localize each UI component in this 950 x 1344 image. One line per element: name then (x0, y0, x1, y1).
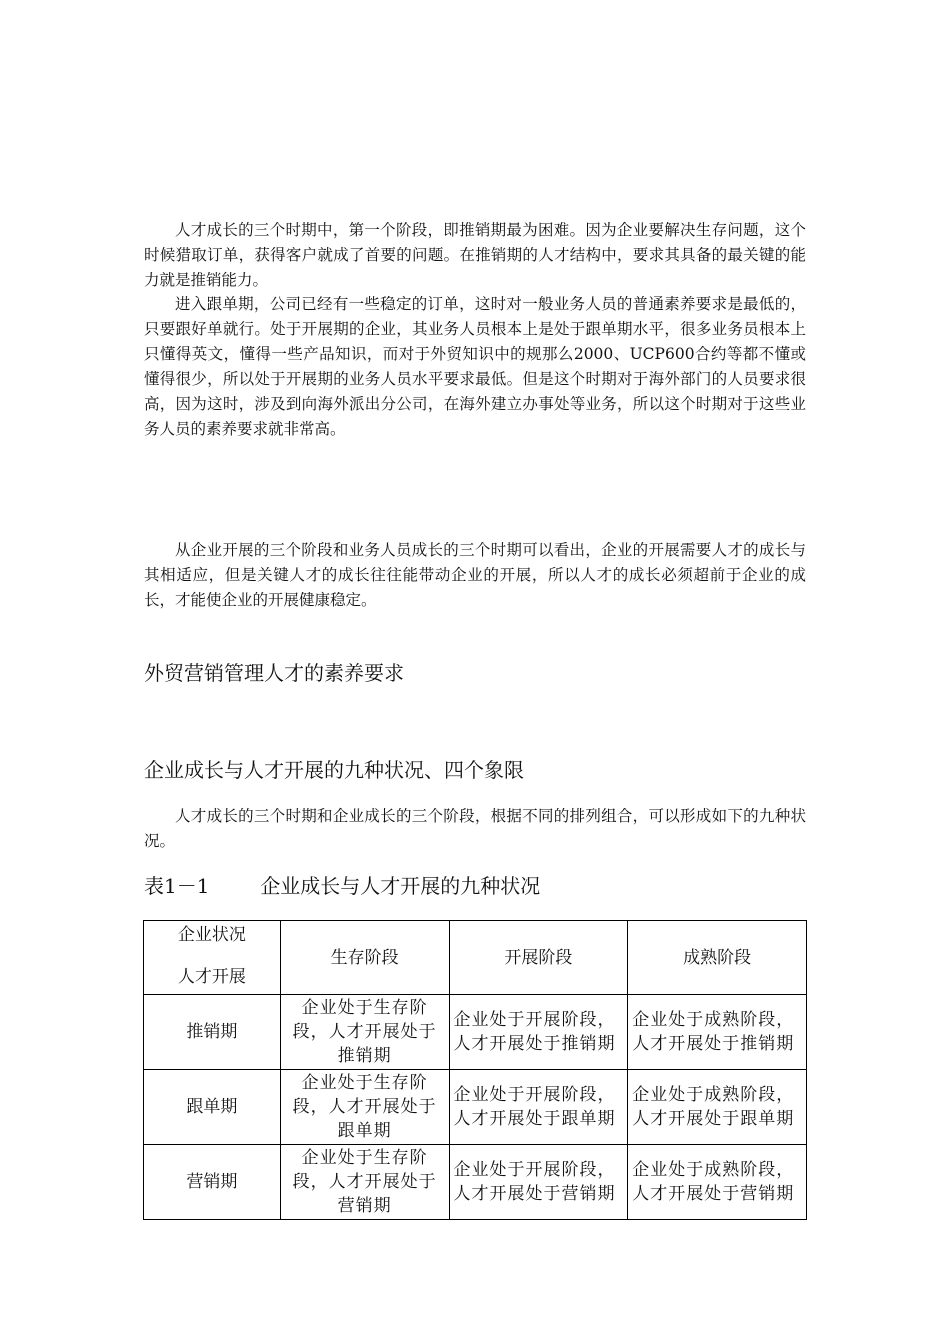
table-corner-cell (144, 921, 281, 995)
table-cell: 企业处于成熟阶段，人才开展处于跟单期 (628, 1070, 807, 1145)
paragraph-conclusion: 从企业开展的三个阶段和业务人员成长的三个时期可以看出，企业的开展需要人才的成长与其相适应，但是关键人才的成长往往能带动企业的开展，所以人才的成长必须超前于企业的成长，才能使企业的开展健康稳定。 (144, 541, 806, 609)
heading-requirements: 外贸营销管理人才的素养要求 (144, 661, 404, 685)
table-cell: 企业处于成熟阶段，人才开展处于推销期 (628, 995, 807, 1070)
nine-situations-table (143, 920, 807, 1220)
table-row (144, 1145, 807, 1220)
table-cell: 企业处于开展阶段，人才开展处于营销期 (449, 1145, 628, 1220)
paragraph-order-period: 进入跟单期，公司已经有一些稳定的订单，这时对一般业务人员的普通素养要求是最低的，只要跟好单就行。处于开展期的企业，其业务人员根本上是处于跟单期水平，很多业务员根本上只懂得英文，懂得一些产品知识，而对于外贸知识中的规那么2000、UCP600合约等都不懂或懂得很少，所以处于开展期的业务人员水平要求最低。但是这个时期对于海外部门的人员要求很高，因为这时，涉及到向海外派出分公司，在海外建立办事处等业务，所以这个时期对于这些业务人员的素养要求就非常高。 (144, 295, 806, 438)
row-label-order: 跟单期 (144, 1070, 281, 1145)
table-cell: 企业处于生存阶段，人才开展处于营销期 (280, 1145, 449, 1220)
heading-nine-situations: 企业成长与人才开展的九种状况、四个象限 (144, 758, 524, 782)
table-cell: 企业处于开展阶段，人才开展处于推销期 (449, 995, 628, 1070)
table-row (144, 995, 807, 1070)
paragraph-table-intro: 人才成长的三个时期和企业成长的三个阶段，根据不同的排列组合，可以形成如下的九种状况。 (144, 807, 806, 850)
table-header-row (144, 921, 807, 995)
row-label-marketing: 营销期 (144, 1145, 281, 1220)
table-cell: 企业处于生存阶段，人才开展处于推销期 (280, 995, 449, 1070)
table-caption-number: 表1－1 (144, 874, 210, 898)
table-row (144, 1070, 807, 1145)
table-cell: 企业处于开展阶段，人才开展处于跟单期 (449, 1070, 628, 1145)
corner-label-enterprise: 企业状况 (177, 924, 246, 945)
table-cell: 企业处于生存阶段，人才开展处于跟单期 (280, 1070, 449, 1145)
column-header-mature: 成熟阶段 (628, 921, 807, 995)
table-cell: 企业处于成熟阶段，人才开展处于营销期 (628, 1145, 807, 1220)
column-header-survival: 生存阶段 (280, 921, 449, 995)
row-label-sales: 推销期 (144, 995, 281, 1070)
column-header-development: 开展阶段 (449, 921, 628, 995)
corner-label-talent: 人才开展 (177, 966, 246, 987)
table-caption (144, 873, 540, 899)
paragraph-sales-period: 人才成长的三个时期中，第一个阶段，即推销期最为困难。因为企业要解决生存问题，这个时候猎取订单，获得客户就成了首要的问题。在推销期的人才结构中，要求其具备的最关键的能力就是推销能力。 (144, 221, 806, 289)
table-caption-title: 企业成长与人才开展的九种状况 (260, 874, 541, 898)
